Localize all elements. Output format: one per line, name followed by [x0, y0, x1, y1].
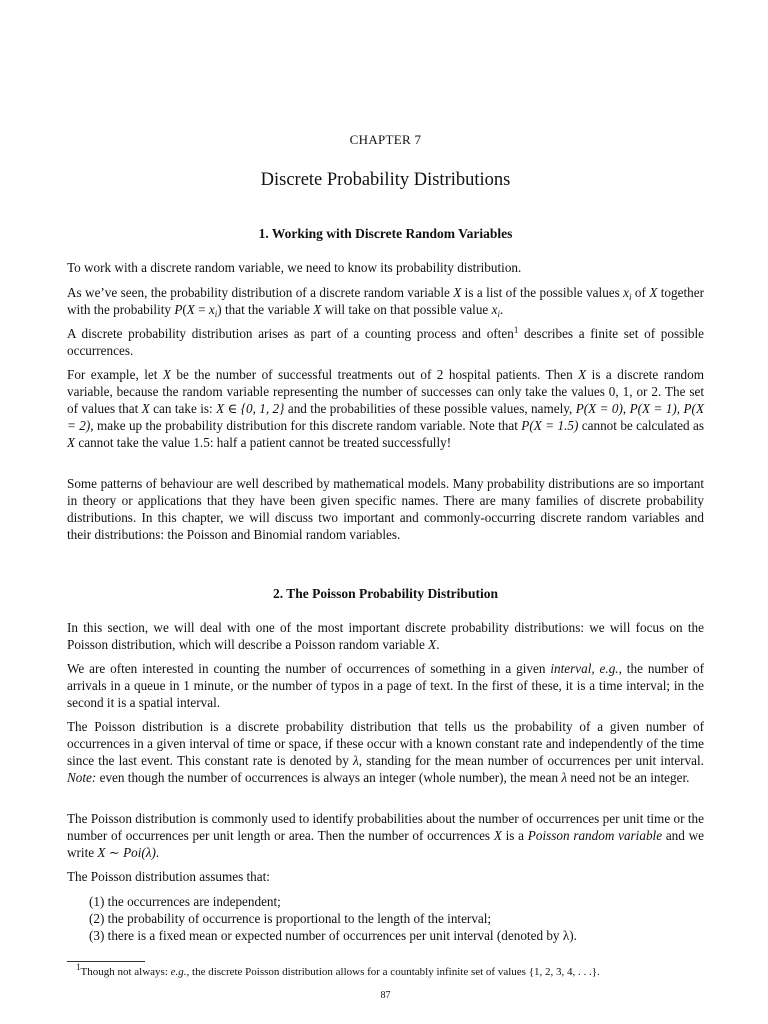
section-1-paragraph-2: As we’ve seen, the probability distribution of a discrete random variable X is a list of the possible values $x_i$ of X together with the probability $P(X = x_i)$ that the variable X will take on that possible value $x_i$. [67, 285, 704, 319]
footnote-marker: 1 [513, 325, 519, 335]
page-number: 87 [380, 990, 391, 1001]
list-item: (1) the occurrences are independent; [89, 894, 281, 909]
section-2-paragraph-2: We are often interested in counting the number of occurrences of something in a given interval, e.g., the number of arrivals in a queue in 1 minute, or the number of typos in a page of text. In the first of these, it is a time interval; in the second it is a spatial interval. [67, 661, 704, 710]
section-1-paragraph-3: A discrete probability distribution arises as part of a counting process and often$^1$ describes a finite set of possible occurrences. [67, 325, 704, 358]
section-1-heading: 1. Working with Discrete Random Variables [258, 226, 513, 241]
section-2-paragraph-4: The Poisson distribution is commonly used to identify probabilities about the number of occurrences per unit time or the number of occurrences per unit length or area. Then the number of occurrences X is a Poisson random variable and we write X ∼ Poi(λ). [67, 811, 704, 860]
section-2-paragraph-1: In this section, we will deal with one of the most important discrete probability distributions: we will focus on the Poisson distribution, which will describe a Poisson random variable X. [67, 620, 704, 652]
chapter-title: Discrete Probability Distributions [260, 170, 511, 190]
section-2-heading: 2. The Poisson Probability Distribution [273, 586, 498, 601]
section-2-paragraph-3: The Poisson distribution is a discrete probability distribution that tells us the probability of a given number of occurrences in a given interval of time or space, if these occur with a known constant rate and independently of the time since the last event. This constant rate is denoted by λ, standing for the mean number of occurrences per unit interval. Note: even though the number of occurrences is always an integer (whole number), the mean λ need not be an integer. [67, 719, 704, 785]
assumptions-list [89, 893, 704, 944]
list-item: (2) the probability of occurrence is proportional to the length of the interval; [89, 911, 492, 926]
section-1-paragraph-1: To work with a discrete random variable, we need to know its probability distribution. [67, 260, 522, 275]
chapter-label: CHAPTER 7 [349, 132, 422, 147]
footnote: $^1$Though not always: e.g., the discrete Poisson distribution allows for a countably infinite set of values {1, 2, 3, 4, . . .}. [76, 962, 600, 978]
section-1-paragraph-4: For example, let X be the number of successful treatments out of 2 hospital patients. Then X is a discrete random variable, because the random variable representing the number of successes can only take the values 0, 1, or 2. The set of values that X can take is: X ∈ {0, 1, 2} and the probabilities of these possible values, namely, P(X = 0), P(X = 1), P(X = 2), make up the probability distribution for this discrete random variable. Note that P(X = 1.5) cannot be calculated as X cannot take the value 1.5: half a patient cannot be treated successfully! [67, 367, 705, 450]
list-item: (3) there is a fixed mean or expected number of occurrences per unit interval (denoted by λ). [89, 928, 577, 943]
section-1-paragraph-5: Some patterns of behaviour are well described by mathematical models. Many probability distributions are so important in theory or applications that they have been given specific names. There are many families of discrete probability distributions. In this chapter, we will discuss two important and commonly-occurring discrete random variables and their distributions: the Poisson and Binomial random variables. [67, 476, 704, 542]
section-2-paragraph-5: The Poisson distribution assumes that: [67, 869, 270, 884]
